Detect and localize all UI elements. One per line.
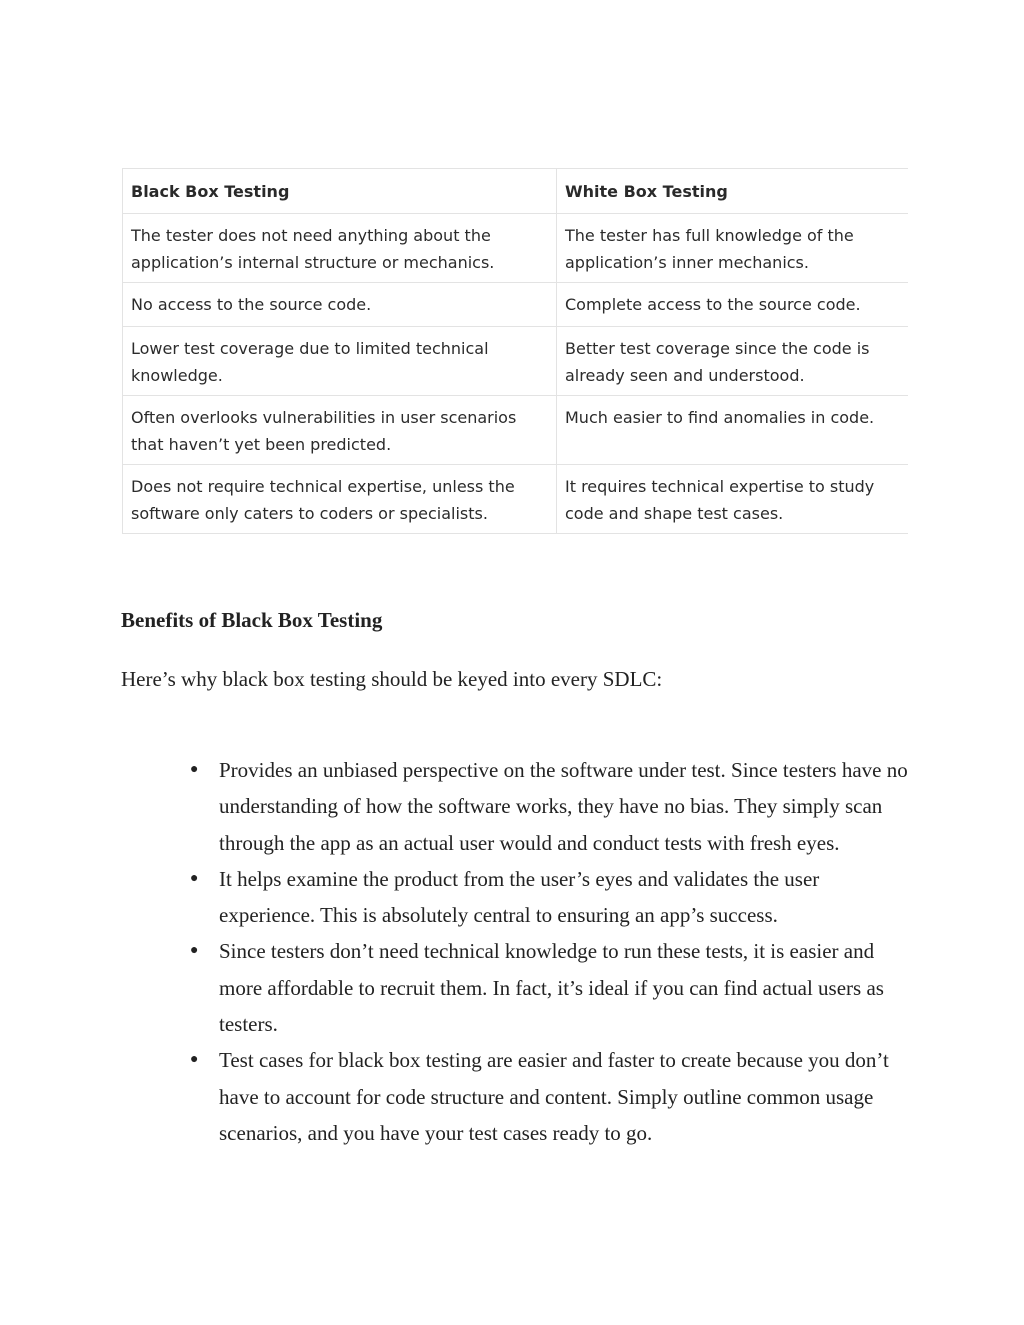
list-item-text: Provides an unbiased perspective on the software under test. Since testers have no understanding of how the software works, they have no bias. They simply scan through the app as an actual user would and conduct tests with fresh eyes. — [219, 758, 908, 855]
header-black-box: Black Box Testing — [123, 169, 557, 214]
table-cell: Often overlooks vulnerabilities in user scenarios that haven’t yet been predicted. — [123, 396, 557, 465]
table-cell: Does not require technical expertise, unless the software only caters to coders or specialists. — [123, 465, 557, 534]
section-heading: Benefits of Black Box Testing — [121, 608, 383, 632]
table-cell: The tester does not need anything about the application’s internal structure or mechanics. — [123, 214, 557, 283]
benefits-list — [188, 752, 908, 1151]
intro-paragraph: Here’s why black box testing should be keyed into every SDLC: — [121, 667, 663, 691]
table-row — [123, 214, 908, 283]
list-item — [188, 752, 908, 861]
table-row — [123, 327, 908, 396]
list-item — [188, 1042, 908, 1151]
list-item — [188, 933, 908, 1042]
table-cell: Better test coverage since the code is already seen and understood. — [557, 327, 908, 396]
table-row — [123, 465, 908, 534]
table-row — [123, 396, 908, 465]
bullet-icon: ● — [190, 943, 199, 959]
table-cell: It requires technical expertise to study code and shape test cases. — [557, 465, 908, 534]
list-item-text: Test cases for black box testing are easier and faster to create because you don’t have to account for code structure and content. Simply outline common usage scenarios, and you have your test cases ready to go. — [219, 1048, 889, 1145]
comparison-table — [122, 168, 908, 534]
table-cell: Complete access to the source code. — [557, 283, 908, 327]
table-cell: The tester has full knowledge of the application’s inner mechanics. — [557, 214, 908, 283]
table-row — [123, 283, 908, 327]
bullet-icon: ● — [190, 870, 199, 886]
table-cell: Lower test coverage due to limited technical knowledge. — [123, 327, 557, 396]
list-item-text: Since testers don’t need technical knowledge to run these tests, it is easier and more affordable to recruit them. In fact, it’s ideal if you can find actual users as testers. — [219, 939, 884, 1037]
table-cell: Much easier to find anomalies in code. — [557, 396, 908, 465]
bullet-icon: ● — [190, 762, 199, 777]
bullet-icon: ● — [190, 1052, 199, 1068]
list-item — [188, 861, 908, 934]
table-cell: No access to the source code. — [123, 283, 557, 327]
list-item-text: It helps examine the product from the user’s eyes and validates the user experience. This is absolutely central to ensuring an app’s success. — [219, 866, 820, 928]
header-white-box: White Box Testing — [557, 169, 908, 214]
table-header-row — [123, 169, 908, 214]
